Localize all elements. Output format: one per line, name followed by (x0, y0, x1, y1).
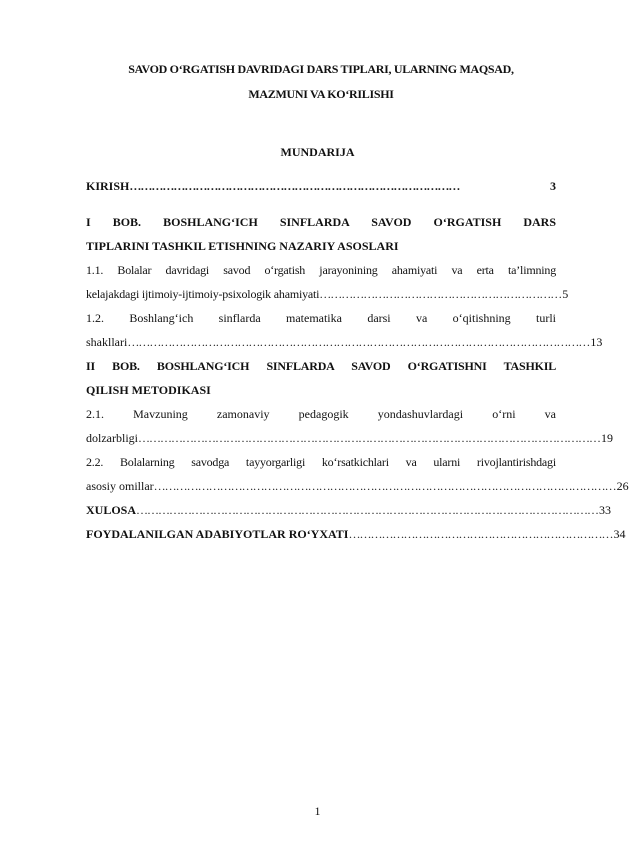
toc-references-leader: ……………………………………………………………… (348, 527, 613, 541)
toc-s1-1-page: 5 (562, 287, 569, 301)
toc-chapter2-line1[interactable]: II BOB. BOSHLANG‘ICH SINFLARDA SAVOD O‘RGATISHNI TASHKIL (86, 359, 556, 373)
toc-s1-1-leader: ………………………………………………………… (319, 287, 562, 301)
toc-s1-1-line1[interactable]: 1.1. Bolalar davridagi savod o‘rgatish jarayonining ahamiyati va erta ta’limning (86, 263, 556, 277)
toc-entry-s1-1[interactable] (86, 282, 569, 306)
toc-s2-1-line2: dolzarbligi (86, 431, 138, 445)
toc-chapter2-line2[interactable]: QILISH METODIKASI (86, 383, 211, 397)
toc-entry-references[interactable] (86, 522, 626, 546)
toc-s1-2-line1[interactable]: 1.2. Boshlang‘ich sinflarda matematika darsi va o‘qitishning turli (86, 311, 556, 325)
toc-s2-1-line1[interactable]: 2.1. Mavzuning zamonaviy pedagogik yondashuvlardagi o‘rni va (86, 407, 556, 421)
toc-entry-s1-2[interactable] (86, 330, 603, 354)
title-line-1: SAVOD O‘RGATISH DAVRIDAGI DARS TIPLARI, ULARNING MAQSAD, (128, 62, 514, 76)
toc-conclusion-page: 33 (599, 503, 612, 517)
toc-s2-1-leader: ……………………………………………………………………………………………………………… (137, 431, 600, 445)
toc-s2-1-page: 19 (600, 431, 613, 445)
toc-s2-2-line1[interactable]: 2.2. Bolalarning savodga tayyorgarligi ko‘rsatkichlari va ularni rivojlantirishdagi (86, 455, 556, 469)
toc-s2-2-leader: ……………………………………………………………………………………………………………… (153, 479, 616, 493)
contents-heading: MUNDARIJA (280, 145, 355, 159)
toc-references-label: FOYDALANILGAN ADABIYOTLAR RO‘YXATI (86, 527, 349, 541)
document-title (86, 57, 556, 107)
toc-conclusion-label: XULOSA (86, 503, 137, 517)
toc-entry-s2-2[interactable] (86, 474, 629, 498)
toc-intro-leader: ……………………………………………………………………………… (129, 179, 460, 193)
toc-s1-2-line2: shakllari (86, 335, 128, 349)
page-number: 1 (314, 804, 321, 818)
toc-s2-2-page: 26 (616, 479, 629, 493)
toc-entry-s2-1[interactable] (86, 426, 613, 450)
toc-references-page: 34 (613, 527, 626, 541)
toc-s1-1-line2: kelajakdagi ijtimoiy-ijtimoiy-psixologik ahamiyati (86, 287, 320, 301)
toc-chapter1-line2[interactable]: TIPLARINI TASHKIL ETISHNING NAZARIY ASOSLARI (86, 239, 399, 253)
toc-intro-page: 3 (550, 179, 556, 193)
toc-entry-conclusion[interactable] (86, 498, 612, 522)
toc-s2-2-line2: asosiy omillar (86, 479, 154, 493)
toc-chapter1-line1[interactable]: I BOB. BOSHLANG‘ICH SINFLARDA SAVOD O‘RGATISH DARS (86, 215, 556, 229)
toc-s1-2-page: 13 (590, 335, 603, 349)
toc-s1-2-leader: ……………………………………………………………………………………………………………… (127, 335, 590, 349)
toc-conclusion-leader: ……………………………………………………………………………………………………………… (136, 503, 599, 517)
toc-intro-label: KIRISH (86, 179, 130, 193)
title-line-2: MAZMUNI VA KO‘RILISHI (248, 87, 394, 101)
toc-entry-intro[interactable] (86, 174, 556, 198)
